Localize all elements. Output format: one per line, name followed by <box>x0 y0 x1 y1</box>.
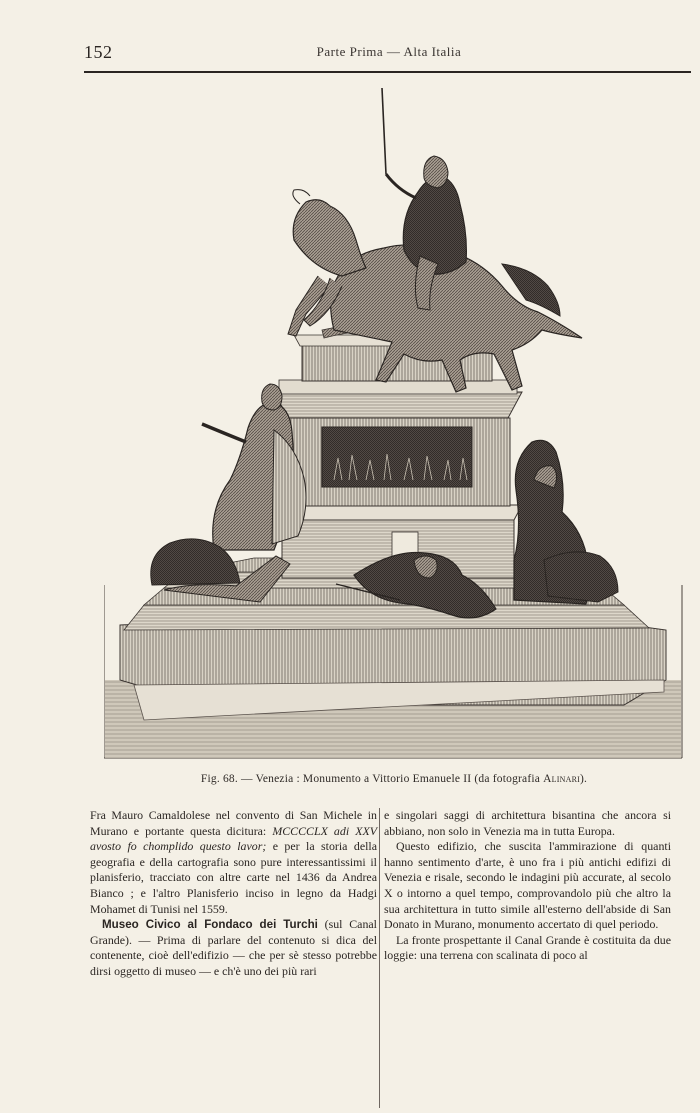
caption-text: Fig. 68. — Venezia : Monumento a Vittorio Emanuele II (da fotografia <box>200 773 544 785</box>
italic-inscription: MCCCCLX adi XXV avosto fo chomplido questo lavor; <box>90 823 377 854</box>
running-title: Parte Prima — Alta Italia <box>316 44 462 59</box>
caption-credit: Alinari <box>543 773 580 785</box>
monument-illustration <box>104 80 684 760</box>
paragraph-edifizio: Questo edifizio, che suscita l'ammirazione di quanti hanno sentimento d'arte, è uno fra i più antichi edifizi di Venezia e risale, secondo le indagini più accurate, al secolo X o intorno a quel tempo, comprovandolo più che altro la sua architettura in tutto simile all'esterno dell'abside di San Donato in Murano, monumento accertato di quel periodo. <box>384 839 671 932</box>
caption-end: ). <box>579 773 588 785</box>
left-text-column <box>90 808 377 980</box>
pedestal-cornice <box>274 392 522 418</box>
cornice-top <box>279 380 517 394</box>
paragraph-fronte: La fronte prospettante il Canal Grande è costituita da due loggie: una terrena con scalinata di poco al <box>384 932 671 963</box>
text-run: e per la storia della geografia e della cartografia sono pure interessantissimi il planisferio, tracciato con altre carte nel 1436 da Andrea Bianco ; e l'altro Planisferio inciso in legno da Hadgi Mohamet di Tunisi nel 1559. <box>90 839 377 916</box>
paragraph-continuation: e singolari saggi di architettura bisantina che ancora si abbiano, non solo in Venezia ma in tutta Europa. <box>384 808 671 838</box>
right-text-column <box>384 808 671 964</box>
text-run: Fra Mauro Camaldolese nel convento di San Michele in Murano e portante questa dicitura: <box>90 808 377 838</box>
page-number: 152 <box>84 42 113 62</box>
right-allegorical-figure <box>514 440 618 604</box>
monument-engraving <box>104 80 684 760</box>
left-allegorical-figure <box>151 384 306 602</box>
figure-caption <box>104 773 684 785</box>
pedestal-base-moulding <box>274 505 522 520</box>
text-run: (sul Canal Grande). — Prima di parlare del contenuto si dica del contenente, cioè dell'edifizio — che per sè stesso potrebbe dirsi oggetto di museo — e ch'è uno dei più rari <box>90 917 377 978</box>
paragraph-museo-civico <box>90 917 377 979</box>
running-head <box>84 40 694 70</box>
step-1 <box>124 605 649 630</box>
section-heading-museo-civico: Museo Civico al Fondaco dei Turchi <box>102 918 318 932</box>
bronze-relief <box>322 427 472 487</box>
column-divider <box>379 808 380 1108</box>
header-rule <box>84 71 691 73</box>
paragraph-planisferio <box>90 808 377 917</box>
